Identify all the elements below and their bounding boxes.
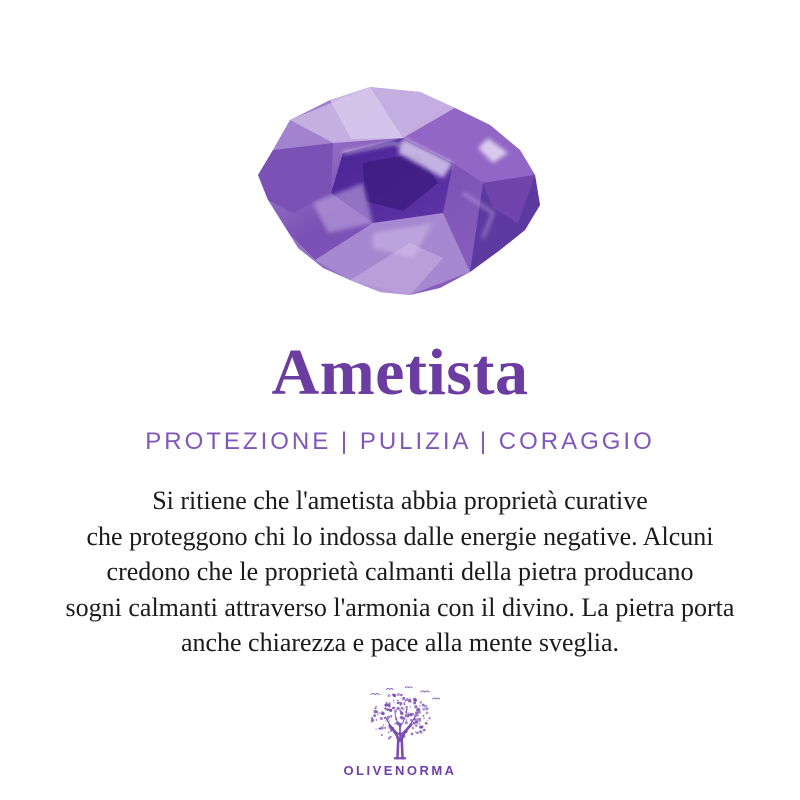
- description-line: che proteggono chi lo indossa dalle energie negative. Alcuni: [86, 521, 714, 551]
- amethyst-crystal-graphic: [253, 83, 545, 298]
- tagline: PROTEZIONE | PULIZIA | CORAGGIO: [145, 428, 655, 455]
- page-title: Ametista: [271, 336, 529, 409]
- description-line: sogni calmanti attraverso l'armonia con il divino. La pietra porta: [65, 592, 735, 622]
- brand-logo: [0, 686, 800, 778]
- amethyst-crystal-image: [253, 83, 545, 298]
- birds-icon: [371, 687, 440, 699]
- brand-name: OLIVENORMA: [343, 763, 457, 778]
- description-line: Si ritiene che l'ametista abbia proprietà curative: [152, 486, 648, 515]
- description-line: credono che le proprietà calmanti della pietra producano: [106, 557, 694, 586]
- description-paragraph: [0, 483, 800, 661]
- description-line: anche chiarezza e pace alla mente sveglia.: [180, 628, 620, 657]
- tree-canopy-leaves: [371, 693, 431, 740]
- tree-of-life-icon: [357, 686, 443, 760]
